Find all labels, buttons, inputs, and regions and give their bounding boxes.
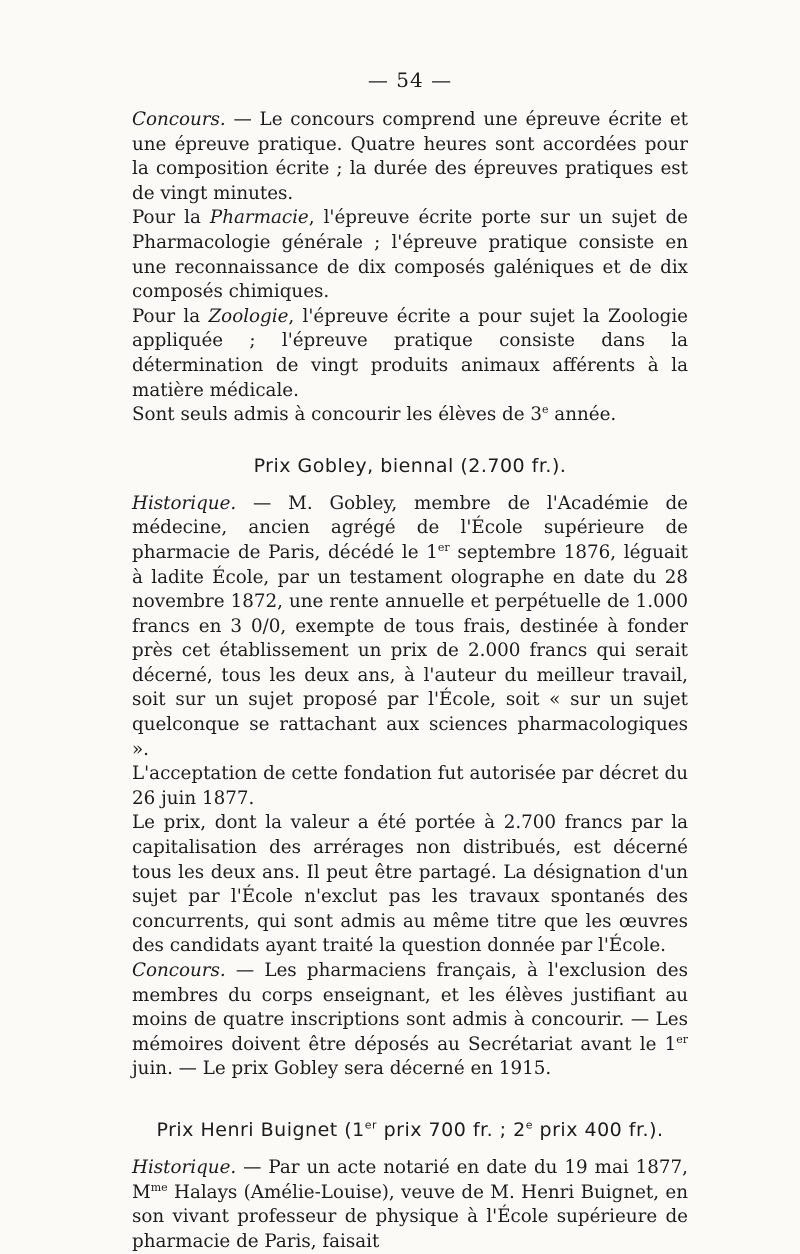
zoologie-term: Zoologie	[208, 305, 289, 327]
admis-sup: e	[541, 403, 549, 417]
gobley-historique-text-2: septembre 1876, léguait à ladite École, par un testament olographe en date du 28 novembre 1872, une rente annuelle et perpétuelle de 1.000 francs en 3 0/0, exempte de tous frais, destinée à fonder près cet établissement un prix de 2.000 francs qui serait décerné, tous les deux ans, à l'auteur du meilleur travail, soit sur un sujet proposé par l'École, soit « sur un sujet quelconque se rattachant aux sciences pharmacologiques ».	[132, 541, 688, 760]
page-number: — 54 —	[367, 68, 453, 92]
gobley-historique-lead: Historique.	[132, 492, 237, 514]
gobley-concours-paragraph	[132, 959, 688, 1082]
gobley-concours-lead: Concours.	[132, 960, 226, 981]
buignet-title-sup-1: er	[364, 1118, 378, 1132]
admis-tail: année.	[548, 404, 617, 426]
admis-text: Sont seuls admis à concourir les élèves de 3	[132, 404, 542, 426]
gobley-concours-sup: er	[676, 1032, 688, 1046]
gobley-prix-paragraph: Le prix, dont la valeur a été portée à 2.700 francs par la capitalisation des arrérages non distribués, est décerné tous les deux ans. Il peut être partagé. La désignation d'un sujet par l'École n'exclut pas les travaux spontanés des concurrents, qui sont admis au même titre que les œuvres des candidats ayant traité la question donnée par l'École.	[132, 812, 688, 957]
buignet-historique-text-2: Halays (Amélie-Louise), veuve de M. Henri Buignet, en son vivant professeur de physique à l'École supérieure de pharmacie de Paris, faisait	[132, 1181, 688, 1252]
zoologie-paragraph	[132, 305, 688, 403]
pharmacie-pre: Pour la	[132, 207, 210, 229]
buignet-title-2: prix 700 fr. ; 2	[377, 1118, 526, 1141]
pharmacie-paragraph	[132, 206, 688, 304]
concours-intro-paragraph	[132, 108, 688, 206]
gobley-concours-text-2: juin. — Le prix Gobley sera décerné en 1915.	[132, 1058, 552, 1080]
buignet-historique-sup: me	[150, 1180, 168, 1194]
gobley-acceptation-paragraph: L'acceptation de cette fondation fut autorisée par décret du 26 juin 1877.	[132, 763, 688, 809]
buignet-historique-text-1: — Par un acte notarié en date du 19 mai 1877, M	[132, 1156, 688, 1203]
buignet-title-1: Prix Henri Buignet (1	[156, 1118, 365, 1141]
buignet-heading	[132, 1119, 688, 1141]
gobley-historique-sup: er	[437, 540, 450, 554]
concours-lead: Concours.	[132, 109, 226, 130]
gobley-historique-paragraph	[132, 492, 688, 763]
pharmacie-text: , l'épreuve écrite porte sur un sujet de Pharmacologie générale ; l'épreuve pratique consiste en une reconnaissance de dix composés galéniques et de dix composés chimiques.	[132, 207, 689, 303]
pharmacie-term: Pharmacie	[209, 207, 309, 229]
buignet-historique-paragraph	[132, 1156, 688, 1254]
gobley-historique-text-1: — M. Gobley, membre de l'Académie de médecine, ancien agrégé de l'École supérieure de pharmacie de Paris, décédé le 1	[132, 492, 688, 563]
concours-intro-text: — Le concours comprend une épreuve écrite et une épreuve pratique. Quatre heures sont accordées pour la composition écrite ; la durée des épreuves pratiques est de vingt minutes.	[132, 109, 688, 204]
zoologie-pre: Pour la	[132, 305, 209, 327]
buignet-title-sup-2: e	[525, 1118, 533, 1132]
admis-paragraph	[132, 403, 688, 428]
gobley-concours-text-1: — Les pharmaciens français, à l'exclusion des membres du corps enseignant, et les élèves justifiant au moins de quatre inscriptions sont admis à concourir. — Les mémoires doivent être déposés au Secrétariat avant le 1	[132, 960, 688, 1055]
zoologie-text: , l'épreuve écrite a pour sujet la Zoologie appliquée ; l'épreuve pratique consiste dans la détermination de vingt produits animaux afférents à la matière médicale.	[132, 305, 688, 401]
buignet-title-3: prix 400 fr.).	[533, 1118, 664, 1141]
gobley-heading: Prix Gobley, biennal (2.700 fr.).	[253, 454, 567, 477]
buignet-historique-lead: Historique.	[132, 1156, 237, 1178]
